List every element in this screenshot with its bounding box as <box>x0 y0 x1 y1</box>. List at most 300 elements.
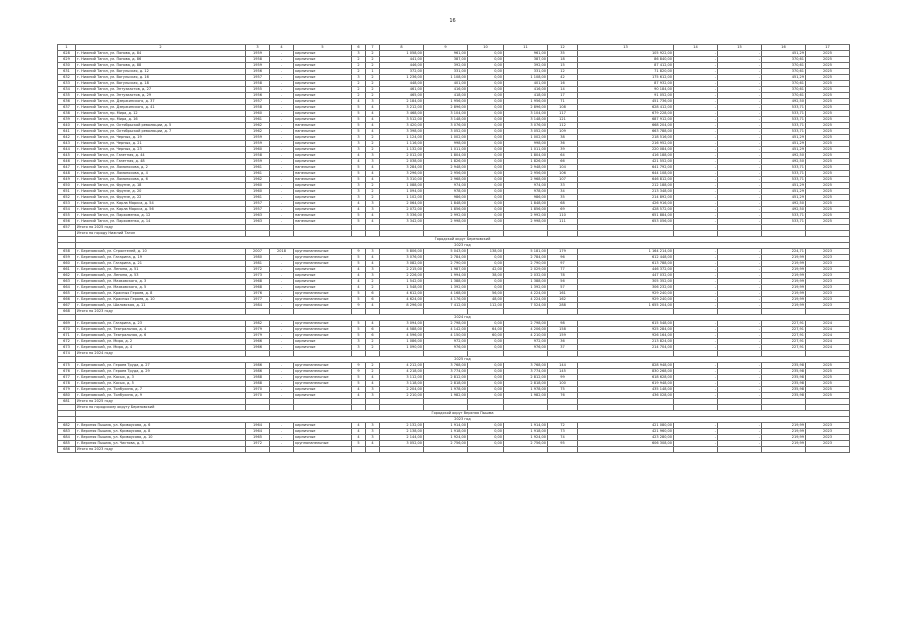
table-cell: 2 790,00 <box>504 261 548 267</box>
table-cell: 533,71 <box>762 213 806 219</box>
table-cell: - <box>270 123 294 129</box>
table-cell: 461,00 <box>380 87 424 93</box>
table-cell: - <box>270 267 294 273</box>
table-cell: 2 144,00 <box>380 435 424 441</box>
table-cell: - <box>718 51 762 57</box>
table-cell: кирпичные <box>294 423 352 429</box>
table-cell: - <box>674 81 718 87</box>
table-cell: 2025 <box>806 363 850 369</box>
table-cell: кирпичные <box>294 81 352 87</box>
table-cell: 2 992,00 <box>504 213 548 219</box>
table-cell: 4 <box>352 387 366 393</box>
table-cell: - <box>718 159 762 165</box>
table-cell: 96 <box>548 255 578 261</box>
table-cell: - <box>674 363 718 369</box>
table-cell: 219,99 <box>762 435 806 441</box>
table-cell: - <box>270 153 294 159</box>
table-cell: 121 <box>548 117 578 123</box>
table-cell: 4 <box>352 273 366 279</box>
table-cell: крупнопанельные <box>294 321 352 327</box>
table-cell: 235,98 <box>762 375 806 381</box>
table-cell: 2 <box>352 81 366 87</box>
table-cell: 3 094,00 <box>380 321 424 327</box>
table-cell: 227,91 <box>762 333 806 339</box>
table-cell: 3 296,00 <box>380 171 424 177</box>
table-cell: 1964 <box>246 423 270 429</box>
table-cell: 1 094,00 <box>380 189 424 195</box>
table-cell: 636 <box>58 99 76 105</box>
table-cell: 1 542,00 <box>380 279 424 285</box>
table-cell: 1972 <box>246 267 270 273</box>
table-cell <box>578 447 674 453</box>
table-cell: 2025 <box>806 213 850 219</box>
table-cell: 2 <box>366 369 380 375</box>
table-cell: 2 <box>366 87 380 93</box>
table-cell: 2 <box>366 63 380 69</box>
table-cell: 42 <box>548 75 578 81</box>
table-cell: 68 <box>548 201 578 207</box>
table-cell: 2024 <box>806 321 850 327</box>
table-cell: 219,99 <box>762 303 806 309</box>
table-cell: 2 812,00 <box>504 375 548 381</box>
table-cell: 492,50 <box>762 153 806 159</box>
table-cell: 682 <box>58 423 76 429</box>
address-cell: г. Нижний Тагил, ул. Черных, д. 19 <box>76 135 246 141</box>
table-cell: 392,00 <box>504 63 548 69</box>
table-cell: - <box>718 141 762 147</box>
table-cell: 235,98 <box>762 381 806 387</box>
table-cell: 634 <box>58 87 76 93</box>
address-cell: г. Нижний Тагил, ул. Дзержинского, д. 37 <box>76 99 246 105</box>
table-cell: 1959 <box>246 135 270 141</box>
table-cell: - <box>718 219 762 225</box>
address-cell: г. Березовский, ул. Толбухина, д. 7 <box>76 387 246 393</box>
table-cell: 3 768,00 <box>424 363 468 369</box>
table-cell: 642 <box>58 135 76 141</box>
table-cell: 0,00 <box>468 279 504 285</box>
table-cell: 3 <box>366 435 380 441</box>
table-cell: 3 104,00 <box>504 111 548 117</box>
table-cell: - <box>270 189 294 195</box>
table-cell: 659 <box>58 255 76 261</box>
table-cell: 5 <box>352 129 366 135</box>
table-cell: 17 <box>548 93 578 99</box>
table-cell: кирпичные <box>294 135 352 141</box>
table-cell: 2 210,00 <box>380 393 424 399</box>
table-cell: 658 <box>58 249 76 255</box>
table-cell: 5 <box>352 291 366 297</box>
table-cell: 60,00 <box>468 333 504 339</box>
table-cell: 638 <box>58 111 76 117</box>
table-cell: 668 204,00 <box>578 123 674 129</box>
table-cell: - <box>718 57 762 63</box>
table-cell: 4 224,00 <box>504 291 548 297</box>
table-cell: 235,98 <box>762 363 806 369</box>
table-cell: - <box>270 381 294 387</box>
table-cell: - <box>270 177 294 183</box>
table-cell: 416,00 <box>504 87 548 93</box>
table-cell: - <box>718 261 762 267</box>
table-cell: - <box>674 141 718 147</box>
table-cell: кирпичные <box>294 111 352 117</box>
table-cell: 1962 <box>246 129 270 135</box>
table-cell: 56 <box>548 279 578 285</box>
table-cell: 36 <box>548 141 578 147</box>
table-cell: 428 572,00 <box>578 207 674 213</box>
table-cell: 5 <box>352 213 366 219</box>
table-cell: 370,61 <box>762 69 806 75</box>
table-cell: 684 <box>58 435 76 441</box>
table-cell: 112,00 <box>468 303 504 309</box>
table-cell: - <box>674 147 718 153</box>
section-title: Городской округ Березовский <box>76 237 850 243</box>
table-cell: 219,99 <box>762 441 806 447</box>
table-cell: 681 <box>58 399 76 405</box>
table-cell: 4 210,00 <box>504 333 548 339</box>
address-cell: г. Нижний Тагил, ул. Газетная, д. 48 <box>76 159 246 165</box>
table-cell: 3 <box>366 429 380 435</box>
table-cell: 2025 <box>806 387 850 393</box>
table-cell: 0,00 <box>468 201 504 207</box>
table-cell: - <box>674 123 718 129</box>
table-cell: 4 <box>366 117 380 123</box>
table-cell: панельные <box>294 219 352 225</box>
table-cell: 0,00 <box>468 105 504 111</box>
table-cell: крупнопанельные <box>294 297 352 303</box>
table-cell: - <box>718 345 762 351</box>
table-cell: 3 <box>366 423 380 429</box>
table-cell: 9 <box>352 249 366 255</box>
table-cell: - <box>674 249 718 255</box>
table-cell: 0,00 <box>468 429 504 435</box>
table-cell: 1961 <box>246 117 270 123</box>
address-cell: г. Нижний Тагил, ул. Попова, д. 88 <box>76 63 246 69</box>
table-cell: - <box>270 135 294 141</box>
table-cell: 2 012,00 <box>380 153 424 159</box>
table-cell: - <box>718 81 762 87</box>
table-cell: 0,00 <box>468 129 504 135</box>
table-cell: 392,00 <box>424 63 468 69</box>
table-cell: 416,00 <box>424 87 468 93</box>
table-cell: 418,00 <box>504 93 548 99</box>
table-cell: кирпичные <box>294 207 352 213</box>
table-cell: 652 <box>58 195 76 201</box>
table-cell: 1 987,00 <box>424 267 468 273</box>
table-cell: 451,29 <box>762 189 806 195</box>
table-cell: - <box>718 303 762 309</box>
column-number: 2 <box>76 45 246 51</box>
table-cell: 1 804,00 <box>504 153 548 159</box>
table-cell: - <box>270 327 294 333</box>
table-cell: 401,00 <box>424 81 468 87</box>
table-cell: кирпичные <box>294 93 352 99</box>
table-cell: - <box>674 111 718 117</box>
table-cell: 4 <box>366 255 380 261</box>
table-cell: 986,00 <box>424 195 468 201</box>
table-body <box>58 51 850 453</box>
table-cell: - <box>674 321 718 327</box>
address-cell: Итого по 2023 году <box>76 309 246 315</box>
table-cell <box>718 447 762 453</box>
table-cell: 671 <box>58 333 76 339</box>
table-cell: 1 058,00 <box>380 51 424 57</box>
table-cell: 4 <box>366 303 380 309</box>
table-cell: 71 <box>548 99 578 105</box>
table-cell: - <box>674 267 718 273</box>
table-cell: 1960 <box>246 147 270 153</box>
table-cell: 1970 <box>246 393 270 399</box>
table-cell: 2 032,00 <box>504 273 548 279</box>
table-cell: - <box>270 255 294 261</box>
table-cell: - <box>270 93 294 99</box>
table-cell: 12 <box>548 69 578 75</box>
table-cell: 1 132,00 <box>380 147 424 153</box>
table-cell: 2024 <box>806 333 850 339</box>
table-cell: 2025 <box>806 147 850 153</box>
table-cell: - <box>270 183 294 189</box>
table-cell: 637 <box>58 105 76 111</box>
table-cell: 370,61 <box>762 57 806 63</box>
table-cell: - <box>674 381 718 387</box>
table-cell: - <box>674 213 718 219</box>
table-cell: 451,29 <box>762 51 806 57</box>
table-cell: 678 <box>58 381 76 387</box>
table-cell: 6 <box>366 297 380 303</box>
table-cell: - <box>270 117 294 123</box>
table-cell: 972,00 <box>424 339 468 345</box>
table-cell: 628 <box>58 51 76 57</box>
table-cell: 3 <box>366 99 380 105</box>
table-cell: - <box>718 111 762 117</box>
table-cell: - <box>270 291 294 297</box>
table-cell: 4 <box>352 435 366 441</box>
table-cell: 214 704,00 <box>578 345 674 351</box>
table-cell: 138,00 <box>468 249 504 255</box>
table-cell: 0,00 <box>468 63 504 69</box>
table-cell: 2 956,00 <box>504 171 548 177</box>
table-cell: 220 084,00 <box>578 147 674 153</box>
table-cell: - <box>270 423 294 429</box>
address-cell: г. Березовский, ул. Героев Труда, д. 29 <box>76 369 246 375</box>
table-cell: 1 548,00 <box>380 285 424 291</box>
address-cell: г. Нижний Тагил, ул. Вогульская, д. 16 <box>76 75 246 81</box>
table-cell: 1 914,00 <box>504 423 548 429</box>
table-cell: 158 <box>548 327 578 333</box>
table-cell: 2 798,00 <box>504 321 548 327</box>
table-cell: 451,29 <box>762 75 806 81</box>
table-cell: 4 <box>366 123 380 129</box>
table-cell: 674 <box>58 351 76 357</box>
table-cell: 227,91 <box>762 345 806 351</box>
table-cell <box>424 447 468 453</box>
table-cell: 4 <box>352 393 366 399</box>
table-cell: 4 <box>366 177 380 183</box>
table-cell: 387,00 <box>424 57 468 63</box>
table-cell: - <box>674 135 718 141</box>
table-cell: 0,00 <box>468 393 504 399</box>
table-cell: 2 <box>366 285 380 291</box>
table-cell: - <box>718 279 762 285</box>
table-cell: кирпичные <box>294 117 352 123</box>
table-cell: кирпичные <box>294 279 352 285</box>
table-cell: - <box>674 51 718 57</box>
table-cell: 2 818,00 <box>504 381 548 387</box>
table-cell: 38,00 <box>468 273 504 279</box>
table-cell: - <box>270 213 294 219</box>
table-cell: 7 524,00 <box>504 303 548 309</box>
table-cell: 107 <box>548 177 578 183</box>
table-cell: 2 784,00 <box>424 255 468 261</box>
column-number: 11 <box>504 45 548 51</box>
table-cell: 37 <box>548 345 578 351</box>
table-cell: 219,99 <box>762 285 806 291</box>
table-cell: 2025 <box>806 381 850 387</box>
address-cell: г. Березовский, ул. Маяковского, д. 3 <box>76 279 246 285</box>
table-cell: 78 <box>548 273 578 279</box>
table-cell: 2025 <box>806 135 850 141</box>
table-cell: 2023 <box>806 429 850 435</box>
table-cell: - <box>674 327 718 333</box>
table-cell: - <box>674 387 718 393</box>
table-cell: - <box>674 291 718 297</box>
table-cell: - <box>270 363 294 369</box>
table-cell: - <box>674 393 718 399</box>
column-number: 6 <box>352 45 366 51</box>
table-cell: - <box>718 369 762 375</box>
table-cell: 9 <box>352 369 366 375</box>
table-cell: 3 118,00 <box>380 381 424 387</box>
table-cell: 4 176,00 <box>424 297 468 303</box>
table-cell: 216 952,00 <box>578 141 674 147</box>
table-cell: 0,00 <box>468 159 504 165</box>
table-cell: 665 <box>58 291 76 297</box>
table-cell: 3 076,00 <box>504 123 548 129</box>
table-cell: 97 <box>548 261 578 267</box>
table-cell: 3 <box>366 273 380 279</box>
table-cell: 3 <box>366 249 380 255</box>
table-cell: 0,00 <box>468 387 504 393</box>
address-cell: г. Нижний Тагил, ул. Пархоменко, д. 12 <box>76 213 246 219</box>
column-number: 17 <box>806 45 850 51</box>
table-cell: 961,00 <box>504 51 548 57</box>
table-cell: - <box>270 69 294 75</box>
table-cell: 974,00 <box>424 183 468 189</box>
table-cell: 418,00 <box>424 93 468 99</box>
table-cell <box>380 447 424 453</box>
table-cell: 2 <box>352 57 366 63</box>
table-cell: 3 <box>366 159 380 165</box>
table-cell: - <box>270 159 294 165</box>
table-cell: 423 280,00 <box>578 435 674 441</box>
table-cell: 1959 <box>246 159 270 165</box>
table-cell: 35 <box>548 51 578 57</box>
table-cell: 0,00 <box>468 165 504 171</box>
section-title: 2024 год <box>76 315 850 321</box>
table-cell: 2025 <box>806 369 850 375</box>
table-cell: 0,00 <box>468 51 504 57</box>
address-cell: г. Березовский, ул. Косых, д. 3 <box>76 375 246 381</box>
table-cell: 2025 <box>806 69 850 75</box>
table-cell: 1 011,00 <box>424 147 468 153</box>
table-cell: кирпичные <box>294 285 352 291</box>
table-cell: - <box>674 429 718 435</box>
address-cell: г. Нижний Тагил, ул. Фрунзе, д. 22 <box>76 195 246 201</box>
table-cell: 2 <box>366 147 380 153</box>
table-cell: 2025 <box>806 189 850 195</box>
table-cell: - <box>718 327 762 333</box>
table-cell: кирпичные <box>294 87 352 93</box>
column-number: 16 <box>762 45 806 51</box>
table-cell: 99 <box>548 375 578 381</box>
table-cell: 4 596,00 <box>380 333 424 339</box>
table-cell: 1962 <box>246 123 270 129</box>
column-number: 8 <box>380 45 424 51</box>
table-cell: 2 <box>366 195 380 201</box>
table-cell: - <box>270 387 294 393</box>
table-cell: 664 <box>58 285 76 291</box>
table-cell: 1959 <box>246 141 270 147</box>
address-cell: г. Березовский, ул. Ленина, д. 51 <box>76 267 246 273</box>
table-cell: 0,00 <box>468 81 504 87</box>
table-cell: 3 <box>352 189 366 195</box>
table-cell: 2 896,00 <box>424 105 468 111</box>
table-cell: 5 <box>352 375 366 381</box>
table-cell: 2 <box>366 135 380 141</box>
table-cell: 73 <box>548 429 578 435</box>
table-cell: 2025 <box>806 153 850 159</box>
table-cell: 4 168,00 <box>424 291 468 297</box>
table-cell: крупнопанельные <box>294 291 352 297</box>
table-cell: - <box>270 375 294 381</box>
table-cell: - <box>718 249 762 255</box>
table-cell: - <box>674 159 718 165</box>
table-cell: 2025 <box>806 117 850 123</box>
table-cell: крупнопанельные <box>294 369 352 375</box>
table-cell: - <box>270 111 294 117</box>
address-cell: г. Березовский, ул. Красных Героев, д. 10 <box>76 297 246 303</box>
table-cell: кирпичные <box>294 153 352 159</box>
table-cell: 145 <box>548 369 578 375</box>
table-cell: 387,00 <box>504 57 548 63</box>
table-cell: 5 <box>352 219 366 225</box>
table-cell: 1 978,00 <box>504 387 548 393</box>
table-cell: 451 736,00 <box>578 99 674 105</box>
table-cell: 492,50 <box>762 201 806 207</box>
address-cell: г. Нижний Тагил, ул. Энтузиастов, д. 29 <box>76 93 246 99</box>
table-cell: 421 552,00 <box>578 159 674 165</box>
table-cell: - <box>718 123 762 129</box>
table-cell: 224,71 <box>762 249 806 255</box>
table-cell: - <box>674 153 718 159</box>
table-cell: - <box>674 255 718 261</box>
address-cell: г. Березовский, ул. Толбухина, д. 9 <box>76 393 246 399</box>
table-cell: - <box>674 129 718 135</box>
table-cell: - <box>270 99 294 105</box>
table-cell: кирпичные <box>294 69 352 75</box>
table-cell: 0,00 <box>468 339 504 345</box>
table-cell: кирпичные <box>294 273 352 279</box>
table-cell: 426 916,00 <box>578 201 674 207</box>
table-cell: кирпичные <box>294 99 352 105</box>
table-cell: 3 <box>366 267 380 273</box>
table-cell: 4 624,00 <box>380 297 424 303</box>
column-number: 3 <box>246 45 270 51</box>
table-cell: панельные <box>294 213 352 219</box>
table-cell: 0,00 <box>468 171 504 177</box>
table-cell: 4 <box>366 165 380 171</box>
table-cell: - <box>674 333 718 339</box>
table-cell: 1 848,00 <box>504 201 548 207</box>
